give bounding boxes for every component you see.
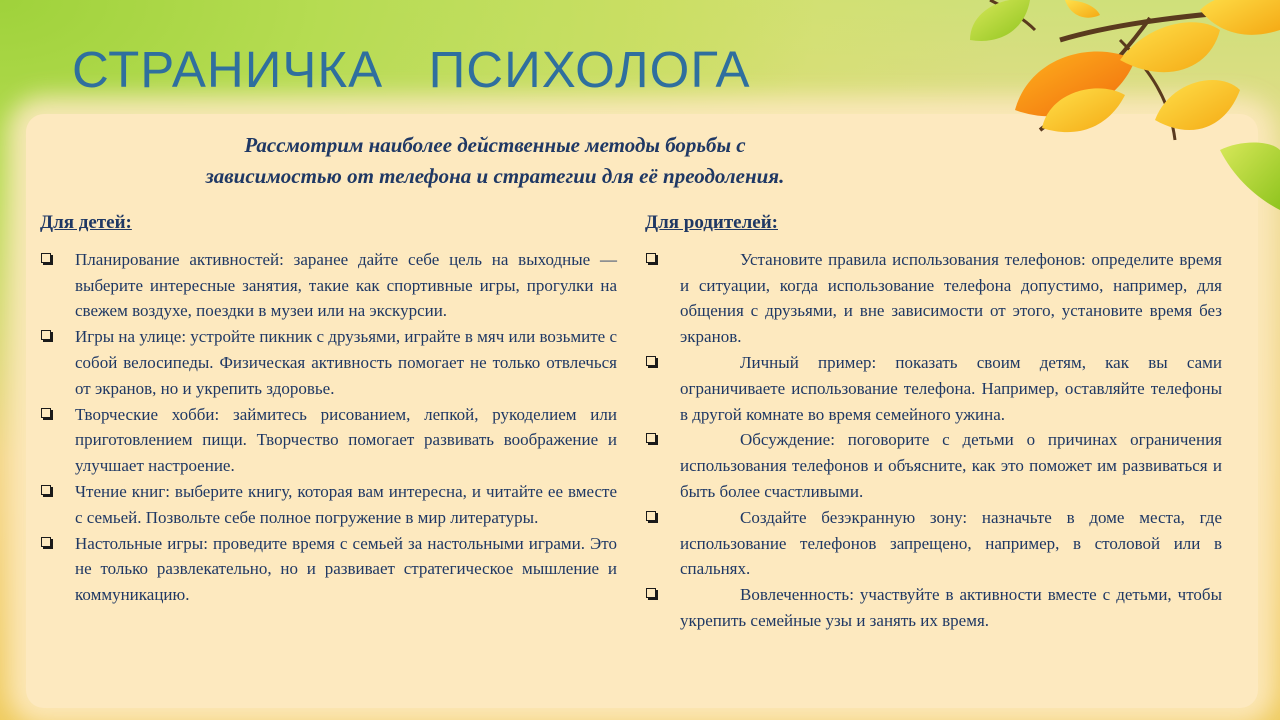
- list-item-text: Творческие хобби: займитесь рисованием, лепкой, рукоделием или приготовлением пищи. Творчество помогает развивать воображение и улучшает настроение.: [75, 404, 617, 476]
- list-item-text: Вовлеченность: участвуйте в активности вместе с детьми, чтобы укрепить семейные узы и занять их время.: [680, 585, 1222, 630]
- checkbox-bullet-icon: [41, 537, 51, 547]
- children-heading: Для детей:: [40, 212, 132, 233]
- checkbox-bullet-icon: [646, 253, 656, 263]
- list-item: [645, 350, 1222, 427]
- checkbox-bullet-icon: [646, 511, 656, 521]
- intro-line-2: зависимостью от телефона и стратегии для её преодоления.: [205, 164, 785, 188]
- list-item: [645, 247, 1222, 350]
- list-item: [40, 479, 617, 531]
- parents-heading: Для родителей:: [645, 212, 778, 233]
- checkbox-bullet-icon: [646, 356, 656, 366]
- checkbox-bullet-icon: [41, 330, 51, 340]
- list-item: [40, 402, 617, 479]
- list-item-text: Создайте безэкранную зону: назначьте в доме места, где использование телефонов запрещено, например, в столовой или в спальнях.: [680, 507, 1222, 579]
- checkbox-bullet-icon: [646, 588, 656, 598]
- checkbox-bullet-icon: [41, 253, 51, 263]
- list-item: [40, 247, 617, 324]
- list-item: [40, 324, 617, 401]
- list-item-text: Чтение книг: выберите книгу, которая вам интересна, и читайте ее вместе с семьей. Позвольте себе полное погружение в мир литературы.: [75, 481, 617, 527]
- list-item: [645, 427, 1222, 504]
- list-item-text: Личный пример: показать своим детям, как вы сами ограничиваете использование телефона. Например, оставляйте телефоны в другой комнате во время семейного ужина.: [680, 352, 1222, 424]
- list-item-text: Планирование активностей: заранее дайте себе цель на выходные — выберите интересные занятия, такие как спортивные игры, прогулки на свежем воздухе, поездки в музеи или на экскурсии.: [75, 249, 617, 321]
- list-item: [645, 582, 1222, 634]
- list-item-text: Игры на улице: устройте пикник с друзьями, играйте в мяч или возьмите с собой велосипеды. Физическая активность помогает не только отвлечься от экранов, но и укрепить здоровье.: [75, 327, 617, 398]
- list-item: [645, 505, 1222, 582]
- checkbox-bullet-icon: [41, 485, 51, 495]
- intro-text: [150, 130, 840, 192]
- parents-column: [645, 210, 1222, 634]
- list-item: [40, 531, 617, 608]
- autumn-leaves-icon: [820, 0, 1280, 220]
- list-item-text: Настольные игры: проведите время с семьей за настольными играми. Это не только развлекательно, но и развивает стратегическое мышление и коммуникацию.: [75, 533, 617, 605]
- children-list: [40, 247, 617, 608]
- parents-list: [645, 247, 1222, 634]
- checkbox-bullet-icon: [41, 408, 51, 418]
- page-title: СТРАНИЧКА ПСИХОЛОГА: [72, 41, 751, 98]
- children-column: [40, 210, 617, 608]
- intro-line-1: Рассмотрим наиболее действенные методы борьбы с: [244, 133, 746, 157]
- list-item-text: Обсуждение: поговорите с детьми о причинах ограничения использования телефонов и объясните, как это поможет им развиваться и быть более счастливыми.: [680, 430, 1222, 501]
- list-item-text: Установите правила использования телефонов: определите время и ситуации, когда использование телефона допустимо, например, для общения с друзьями, и вне зависимости от этого, установите время без экранов.: [680, 249, 1222, 347]
- checkbox-bullet-icon: [646, 433, 656, 443]
